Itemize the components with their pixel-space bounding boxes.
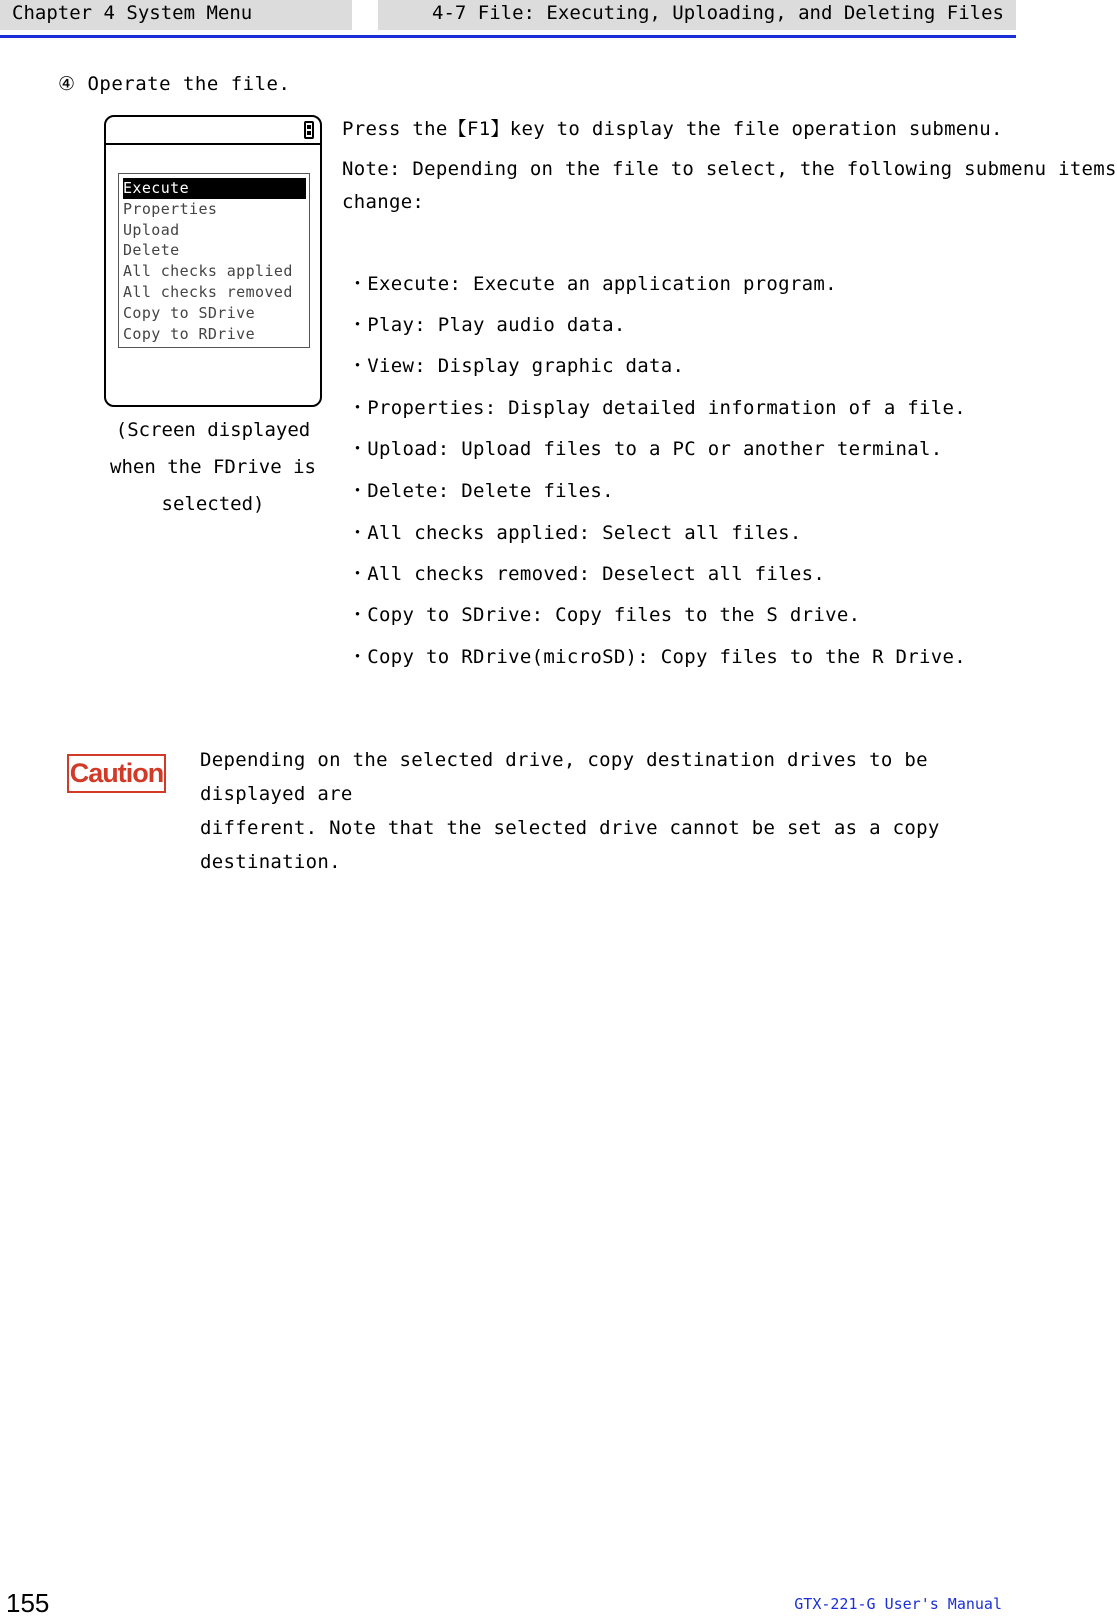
caution-text xyxy=(200,743,1000,879)
bullet-item: ・Play: Play audio data. xyxy=(348,314,626,336)
submenu-item-execute[interactable]: Execute xyxy=(123,178,306,199)
battery-icon xyxy=(304,121,314,139)
note-text-line1: Note: Depending on the file to select, the following submenu items xyxy=(342,158,1117,180)
screen-caption xyxy=(104,412,322,523)
submenu-item-upload[interactable]: Upload xyxy=(123,220,180,239)
submenu-item-all-checks-applied[interactable]: All checks applied xyxy=(123,262,293,281)
bullet-item: ・Copy to RDrive(microSD): Copy files to the R Drive. xyxy=(348,646,966,668)
page-header xyxy=(0,0,1016,38)
page-number: 155 xyxy=(6,1588,50,1618)
bullet-item: ・All checks applied: Select all files. xyxy=(348,522,802,544)
submenu-item-copy-to-sdrive[interactable]: Copy to SDrive xyxy=(123,303,256,322)
caption-line: selected) xyxy=(161,493,265,515)
submenu-item-all-checks-removed[interactable]: All checks removed xyxy=(123,282,293,301)
caption-line: when the FDrive is xyxy=(110,456,316,478)
bullet-item: ・Copy to SDrive: Copy files to the S drive. xyxy=(348,604,861,626)
bullet-item: ・View: Display graphic data. xyxy=(348,355,685,377)
manual-title: GTX-221-G User's Manual xyxy=(794,1595,1002,1613)
submenu-item-properties[interactable]: Properties xyxy=(123,199,218,218)
note-text-line2: change: xyxy=(342,191,425,213)
chapter-title: Chapter 4 System Menu xyxy=(0,0,352,30)
caption-line: (Screen displayed xyxy=(115,419,311,441)
device-screen xyxy=(104,115,322,407)
caution-line: Depending on the selected drive, copy destination drives to be displayed are xyxy=(200,749,928,805)
section-title: 4-7 File: Executing, Uploading, and Deleting Files xyxy=(378,0,1016,30)
intro-text: Press the【F1】key to display the file operation submenu. xyxy=(342,118,1003,140)
bullet-item: ・Upload: Upload files to a PC or another terminal. xyxy=(348,438,943,460)
bullet-item: ・All checks removed: Deselect all files. xyxy=(348,563,826,585)
file-operation-submenu xyxy=(118,173,310,348)
bullet-item: ・Delete: Delete files. xyxy=(348,480,614,502)
bullet-item: ・Execute: Execute an application program. xyxy=(348,273,837,295)
device-status-bar xyxy=(106,117,320,145)
submenu-item-delete[interactable]: Delete xyxy=(123,241,180,260)
step-heading: ④ Operate the file. xyxy=(58,73,291,95)
bullet-item: ・Properties: Display detailed information of a file. xyxy=(348,397,966,419)
caution-label: Caution xyxy=(69,758,164,788)
submenu-item-copy-to-rdrive[interactable]: Copy to RDrive xyxy=(123,324,256,343)
caution-badge xyxy=(67,754,166,793)
caution-line: different. Note that the selected drive cannot be set as a copy destination. xyxy=(200,817,940,873)
